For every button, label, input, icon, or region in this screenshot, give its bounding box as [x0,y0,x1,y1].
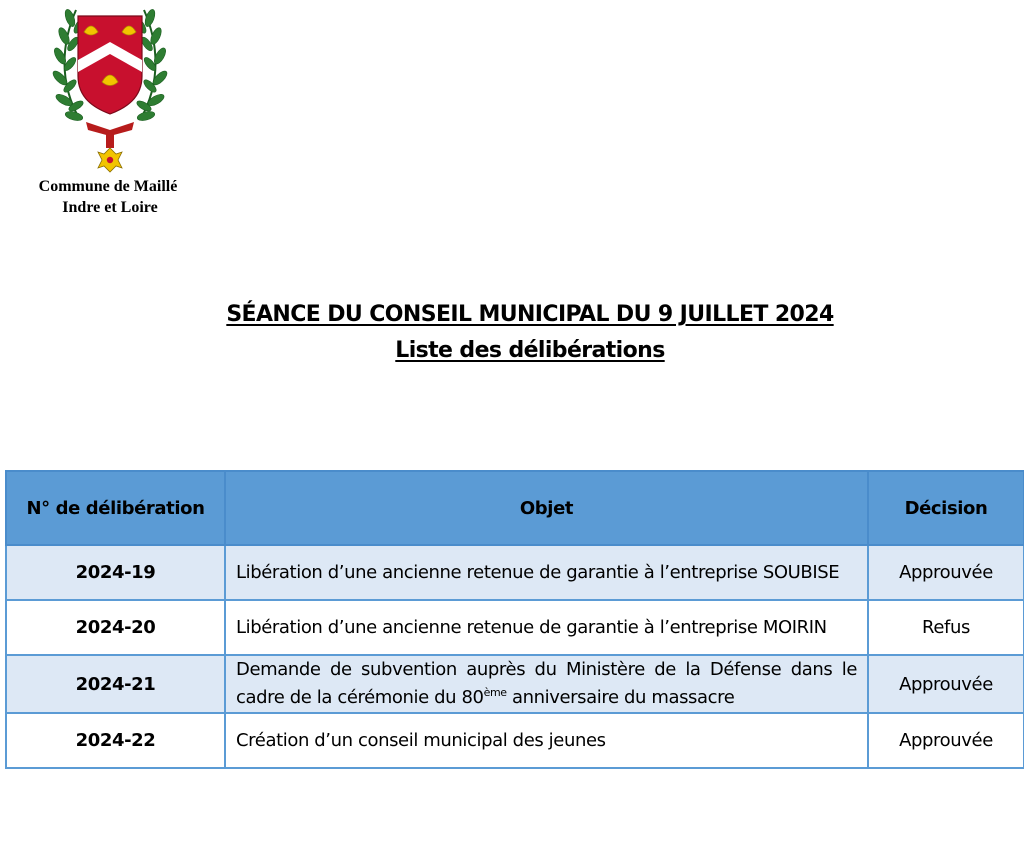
page-title: SÉANCE DU CONSEIL MUNICIPAL DU 9 JUILLET 2024 [226,302,834,327]
commune-department: Indre et Loire [62,199,158,216]
column-header-number: N° de délibération [6,471,225,545]
object-text-before: Demande de subvention auprès du Ministère de la Défense dans le cadre de la cérémonie du 80 [236,659,857,708]
table-row [6,655,1024,713]
deliberation-number: 2024-21 [6,655,225,713]
deliberation-object [225,655,868,713]
column-header-decision: Décision [868,471,1024,545]
deliberation-number: 2024-20 [6,600,225,655]
deliberation-object: Libération d’une ancienne retenue de garantie à l’entreprise MOIRIN [225,600,868,655]
table-row [6,713,1024,768]
deliberation-decision: Refus [868,600,1024,655]
table-row [6,600,1024,655]
deliberation-decision: Approuvée [868,655,1024,713]
column-header-object: Objet [225,471,868,545]
shield-icon [78,16,142,114]
commune-name: Commune de Maillé [38,178,178,195]
table-row [6,545,1024,600]
deliberations-table [5,470,1024,769]
medal-cross-icon [98,134,122,172]
ordinal-superscript: ème [483,686,507,699]
object-text-after: anniversaire du massacre [506,687,735,708]
deliberation-decision: Approuvée [868,545,1024,600]
deliberation-object: Création d’un conseil municipal des jeunes [225,713,868,768]
page-subtitle: Liste des délibérations [395,338,665,363]
deliberation-number: 2024-22 [6,713,225,768]
deliberation-decision: Approuvée [868,713,1024,768]
deliberation-object: Libération d’une ancienne retenue de garantie à l’entreprise SOUBISE [225,545,868,600]
deliberation-number: 2024-19 [6,545,225,600]
table-header-row [6,471,1024,545]
coat-of-arms-icon [40,2,180,178]
